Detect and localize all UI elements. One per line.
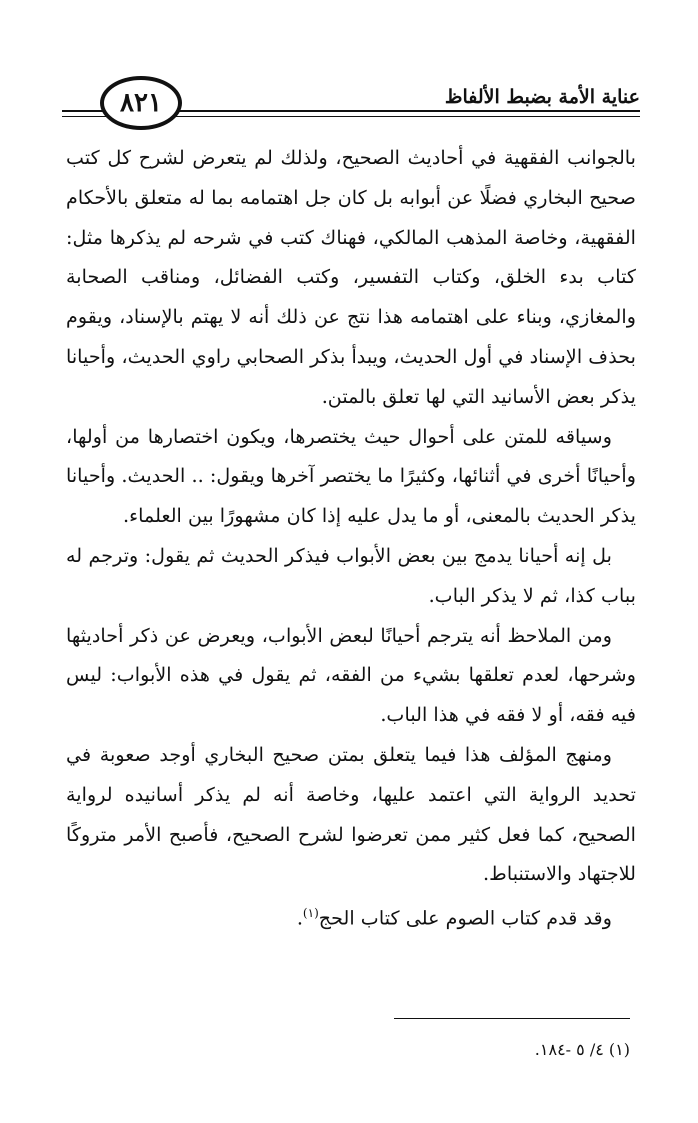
footnote-rule [394,1018,630,1019]
running-title: عناية الأمة بضبط الألفاظ [433,86,640,108]
page-number: ٨٢١ [120,88,162,118]
paragraph: ومن الملاحظ أنه يترجم أحيانًا لبعض الأبواب، ويعرض عن ذكر أحاديثها وشرحها، لعدم تعلقها بشيء من الفقه، ثم يقول في هذه الأبواب: ليس فيه فقه، أو لا فقه في هذا الباب. [66,623,636,727]
paragraph: وسياقه للمتن على أحوال حيث يختصرها، ويكون اختصارها من أولها، وأحيانًا أخرى في أثنائها، وكثيرًا ما يختصر آخرها ويقول: .. الحديث. وأحيانا يذكر الحديث بالمعنى، أو ما يدل عليه إذا كان مشهورًا بين العلماء. [66,424,636,528]
header-rule [160,110,640,117]
page-number-badge [100,76,182,130]
paragraph [66,894,636,938]
page-header [60,72,640,134]
paragraph-end: . [296,906,303,930]
paragraph: بالجوانب الفقهية في أحاديث الصحيح، ولذلك لم يتعرض لشرح كل كتب صحيح البخاري فضلًا عن أبوابه بل كان جل اهتمامه بما له متعلق بالأحكام الفقهية، وخاصة المذهب المالكي، فهناك كتب في شرحه لم يذكرها مثل: كتاب بدء الخلق، وكتاب التفسير، وكتب الفضائل، ومناقب الصحابة والمغازي، وبناء على اهتمامه هذا نتج عن ذلك أنه لا يهتم بالإسناد، ويقوم بحذف الإسناد في أول الحديث، ويبدأ بذكر الصحابي راوي الحديث، وأحيانا يذكر بعض الأسانيد التي لها تعلق بالمتن. [66,146,636,408]
footnote-reference: (١) [302,906,319,921]
paragraph: بل إنه أحيانا يدمج بين بعض الأبواب فيذكر الحديث ثم يقول: وترجم له بباب كذا، ثم لا يذكر الباب. [66,543,636,607]
paragraph-text: وقد قدم كتاب الصوم على كتاب الحج [318,906,612,930]
footnote: (١) ٤/ ٥ -١٨٤. [534,1040,630,1059]
body-text [66,138,636,938]
paragraph: ومنهج المؤلف هذا فيما يتعلق بمتن صحيح البخاري أوجد صعوبة في تحديد الرواية التي اعتمد عليها، وخاصة أنه لم يذكر أسانيده لرواية الصحيح، كما فعل كثير ممن تعرضوا لشرح الصحيح، فأصبح الأمر متروكًا للاجتهاد والاستنباط. [66,742,636,886]
